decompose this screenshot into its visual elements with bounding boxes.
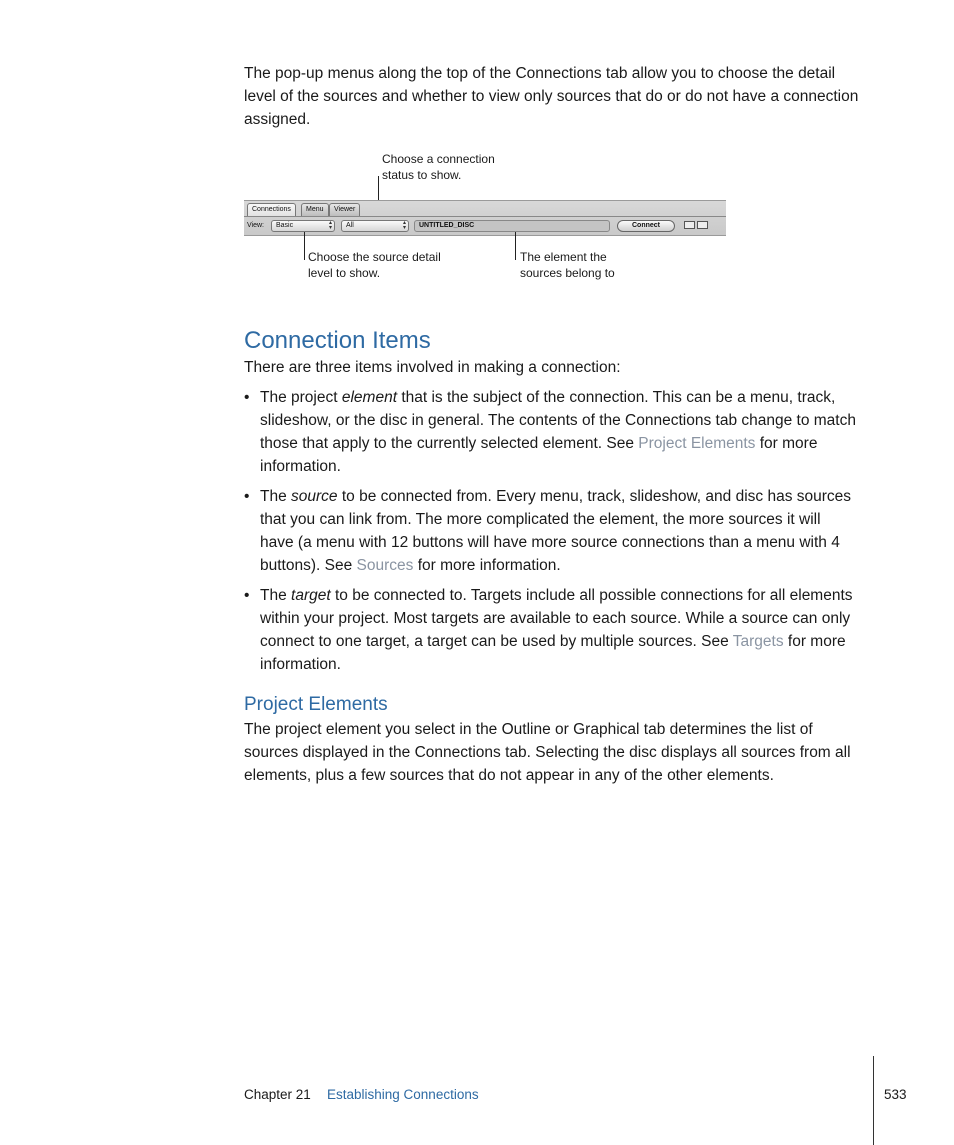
connections-tab-toolbar [244, 200, 726, 236]
list-item: • The source to be connected from. Every menu, track, slideshow, and disc has sources that you can link from. The more complicated the element, the more sources it will have (a menu with 12 buttons will have more source connections than a menu with 4 buttons). See Sources for more information. [244, 485, 876, 577]
sources-link[interactable]: Sources [356, 557, 414, 574]
intro-line: assigned. [244, 111, 311, 128]
targets-link[interactable]: Targets [732, 633, 784, 650]
detail-level-value: Basic [276, 222, 294, 229]
footer-chapter-title[interactable]: Establishing Connections [327, 1087, 479, 1102]
list-item: • The target to be connected to. Targets include all possible connections for all elements within your project. Most targets are available to each source. While a source can only connect to one target, a target can be used by multiple sources. See Targets for more information. [244, 584, 876, 676]
bullet-icon: • [244, 389, 250, 406]
callout-element: The element the sources belong to [520, 250, 615, 280]
callout-detail: Choose the source detail level to show. [308, 250, 441, 280]
view-columns-icon[interactable] [684, 221, 695, 229]
bullet-icon: • [244, 488, 250, 505]
callout-status: Choose a connection status to show. [382, 152, 495, 182]
popup-arrows-icon: ▴ ▾ [402, 220, 406, 231]
list-item: • The project element that is the subject of the connection. This can be a menu, track, slideshow, or the disc in general. The contents of the Connections tab change to match those that apply to the currently selected element. See Project Elements for more information. [244, 386, 876, 478]
callout-element-leader [515, 232, 516, 260]
subsection-heading: Project Elements [244, 694, 388, 715]
tab-baseline [244, 216, 726, 217]
footer-divider [873, 1056, 874, 1145]
subsection-paragraph: The project element you select in the Outline or Graphical tab determines the list of sources displayed in the Connections tab. Selecting the disc displays all sources from all elements, plus a few sources that do not appear in any of the other elements. [244, 721, 851, 784]
section-intro: There are three items involved in making a connection: [244, 359, 621, 376]
tab-viewer[interactable]: Viewer [329, 203, 360, 216]
connection-status-value: All [346, 222, 354, 229]
popup-arrows-icon: ▴ ▾ [328, 220, 332, 231]
bullet-icon: • [244, 587, 250, 604]
connect-button[interactable]: Connect [617, 220, 675, 232]
project-elements-link[interactable]: Project Elements [638, 435, 756, 452]
connection-status-popup[interactable] [341, 220, 409, 232]
element-name-field: UNTITLED_DISC [414, 220, 610, 232]
detail-level-popup[interactable] [271, 220, 335, 232]
page-number: 533 [884, 1087, 907, 1102]
section-heading: Connection Items [244, 327, 431, 354]
intro-line: level of the sources and whether to view only sources that do or do not have a connection [244, 88, 859, 105]
view-label: View: [247, 222, 264, 229]
view-rows-icon[interactable] [697, 221, 708, 229]
footer-chapter: Chapter 21 [244, 1087, 311, 1102]
tab-connections[interactable]: Connections [247, 203, 296, 216]
tab-menu[interactable]: Menu [301, 203, 329, 216]
callout-detail-leader [304, 232, 305, 260]
intro-line: The pop-up menus along the top of the Connections tab allow you to choose the detail [244, 65, 836, 82]
intro-paragraph [244, 62, 876, 131]
